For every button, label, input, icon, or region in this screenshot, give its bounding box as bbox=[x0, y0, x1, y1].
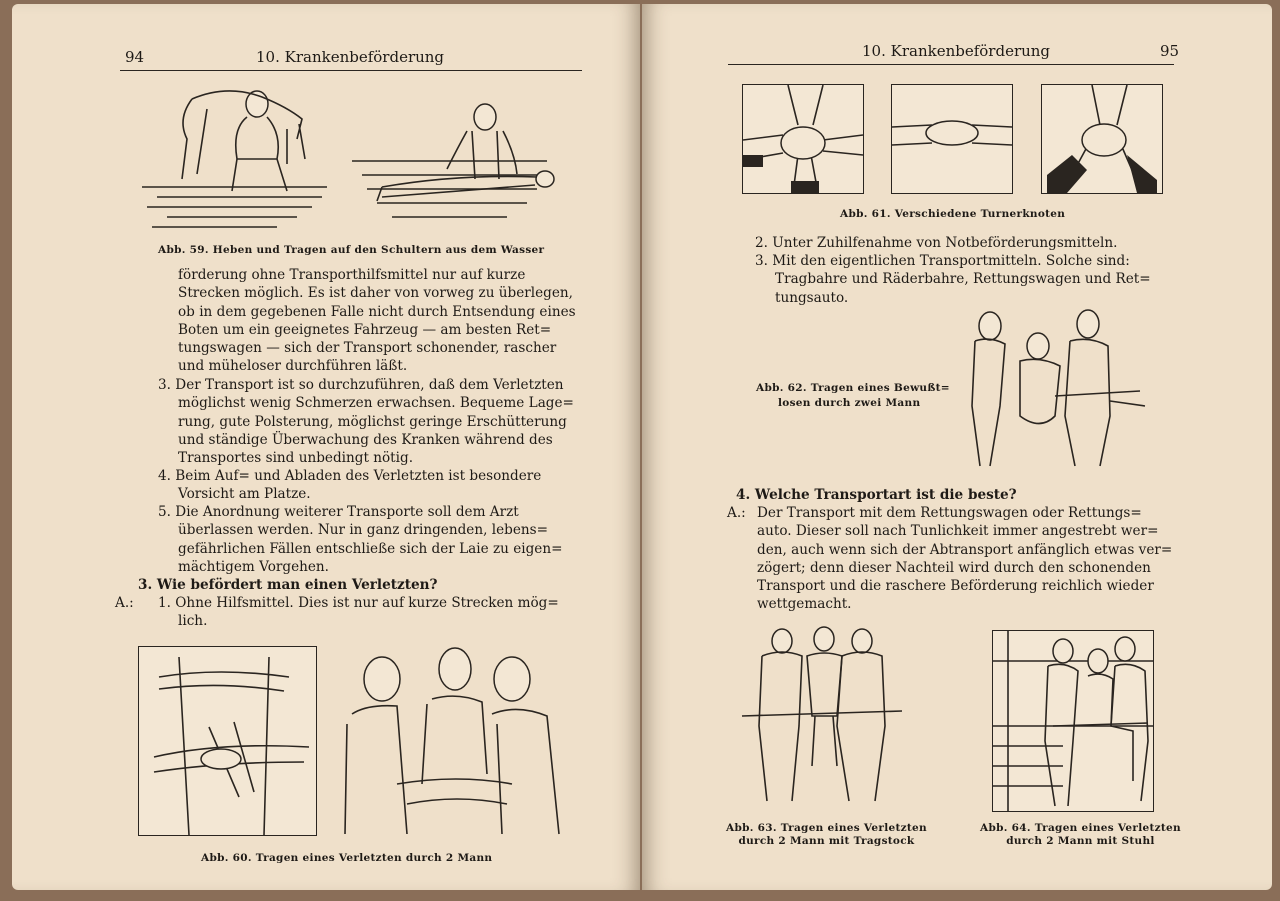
caption-line: Abb. 62. Tragen eines Bewußt= bbox=[756, 382, 950, 394]
text-line: und müheloser durchführen läßt. bbox=[178, 358, 408, 375]
text-line: lich. bbox=[178, 613, 208, 630]
list-item-4 bbox=[158, 467, 541, 504]
carry-illustration bbox=[737, 626, 907, 806]
answer-prefix-left: A.: bbox=[115, 595, 134, 611]
text-line: Tragbahre und Räderbahre, Rettungswagen und Ret= bbox=[775, 271, 1151, 288]
text-line: 3. Der Transport ist so durchzuführen, daß dem Verletzten bbox=[158, 377, 564, 393]
text-line: 1. Ohne Hilfsmittel. Dies ist nur auf kurze Strecken mög= bbox=[158, 595, 559, 611]
figure-61-knot-1 bbox=[742, 84, 864, 194]
text-line: Strecken möglich. Es ist daher von vorweg zu überlegen, bbox=[178, 285, 573, 302]
water-rescue-illustration bbox=[137, 79, 557, 239]
figure-64-frame bbox=[992, 630, 1154, 812]
header-rule-left bbox=[120, 70, 582, 71]
page-number-right: 95 bbox=[1160, 42, 1180, 60]
figure-caption-63 bbox=[726, 822, 927, 848]
figure-caption-60: Abb. 60. Tragen eines Verletzten durch 2 Mann bbox=[201, 852, 493, 864]
hand-grip-illustration bbox=[1042, 85, 1162, 193]
text-line: den, auch wenn sich der Abtransport anfänglich etwas ver= bbox=[757, 541, 1173, 558]
caption-line: Abb. 63. Tragen eines Verletzten bbox=[726, 822, 927, 834]
text-line: förderung ohne Transporthilfsmittel nur auf kurze bbox=[178, 267, 526, 283]
caption-line: durch 2 Mann mit Stuhl bbox=[1006, 835, 1155, 847]
text-line: Boten um ein geeignetes Fahrzeug — am besten Ret= bbox=[178, 321, 552, 338]
answer-prefix-right: A.: bbox=[727, 505, 746, 521]
list-item-5 bbox=[158, 503, 563, 576]
right-page bbox=[642, 4, 1272, 890]
text-line: Vorsicht am Platze. bbox=[178, 486, 311, 503]
list-item-2: 2. Unter Zuhilfenahme von Notbeförderungsmitteln. bbox=[755, 235, 1118, 251]
left-page bbox=[12, 4, 640, 890]
text-line: rung, gute Polsterung, möglichst geringe Erschütterung bbox=[178, 413, 567, 430]
answer-1 bbox=[158, 594, 559, 631]
figure-caption-61: Abb. 61. Verschiedene Turnerknoten bbox=[840, 208, 1066, 220]
text-line: auto. Dieser soll nach Tunlichkeit immer angestrebt wer= bbox=[757, 523, 1159, 540]
page-number-left: 94 bbox=[125, 48, 145, 66]
running-header-right: 10. Krankenbeförderung bbox=[862, 42, 1051, 60]
carry-illustration bbox=[993, 631, 1153, 811]
carry-illustration bbox=[960, 306, 1150, 474]
figure-caption-62 bbox=[756, 381, 950, 411]
hand-grip-illustration bbox=[139, 647, 316, 835]
text-line: 4. Beim Auf= und Abladen des Verletzten ist besondere bbox=[158, 468, 542, 484]
figure-61-knot-2 bbox=[891, 84, 1013, 194]
text-line: ob in dem gegebenen Falle nicht durch Entsendung eines bbox=[178, 303, 576, 320]
answer-4 bbox=[757, 504, 1172, 614]
text-line: Transport und die raschere Beförderung reichlich wieder bbox=[757, 578, 1154, 595]
text-line: Der Transport mit dem Rettungswagen oder Rettungs= bbox=[757, 505, 1142, 521]
question-4: 4. Welche Transportart ist die beste? bbox=[736, 487, 1017, 503]
figure-61-knot-3 bbox=[1041, 84, 1163, 194]
running-header-left: 10. Krankenbeförderung bbox=[256, 48, 445, 66]
figure-caption-64 bbox=[980, 822, 1181, 848]
caption-line: Abb. 64. Tragen eines Verletzten bbox=[980, 822, 1181, 834]
text-line: Transportes sind unbedingt nötig. bbox=[178, 450, 414, 467]
text-line: gefährlichen Fällen entschließe sich der Laie zu eigen= bbox=[178, 540, 563, 557]
carry-illustration bbox=[337, 644, 567, 844]
figure-caption-59: Abb. 59. Heben und Tragen auf den Schultern aus dem Wasser bbox=[158, 244, 545, 256]
question-3: 3. Wie befördert man einen Verletzten? bbox=[138, 577, 438, 593]
text-line: tungswagen — sich der Transport schonender, rascher bbox=[178, 340, 557, 357]
text-line: tungsauto. bbox=[775, 289, 849, 306]
caption-line: durch 2 Mann mit Tragstock bbox=[738, 835, 915, 847]
figure-60-hands-frame bbox=[138, 646, 317, 836]
text-line: überlassen werden. Nur in ganz dringenden, lebens= bbox=[178, 522, 548, 539]
list-item-3-right bbox=[755, 252, 1151, 307]
text-line: zögert; denn dieser Nachteil wird durch den schonenden bbox=[757, 559, 1151, 576]
text-line: möglichst wenig Schmerzen erwachsen. Bequeme Lage= bbox=[178, 395, 574, 412]
caption-line: losen durch zwei Mann bbox=[778, 397, 921, 409]
paragraph-transport-intro bbox=[178, 266, 576, 376]
header-rule-right bbox=[728, 64, 1174, 65]
text-line: 5. Die Anordnung weiterer Transporte soll dem Arzt bbox=[158, 504, 519, 520]
text-line: und ständige Überwachung des Kranken während des bbox=[178, 431, 553, 448]
text-line: mächtigem Vorgehen. bbox=[178, 558, 330, 575]
list-item-3 bbox=[158, 376, 588, 467]
text-line: 3. Mit den eigentlichen Transportmitteln. Solche sind: bbox=[755, 253, 1130, 269]
hand-grip-illustration bbox=[743, 85, 863, 193]
hand-grip-illustration bbox=[892, 85, 1012, 193]
text-line: wettgemacht. bbox=[757, 596, 852, 613]
